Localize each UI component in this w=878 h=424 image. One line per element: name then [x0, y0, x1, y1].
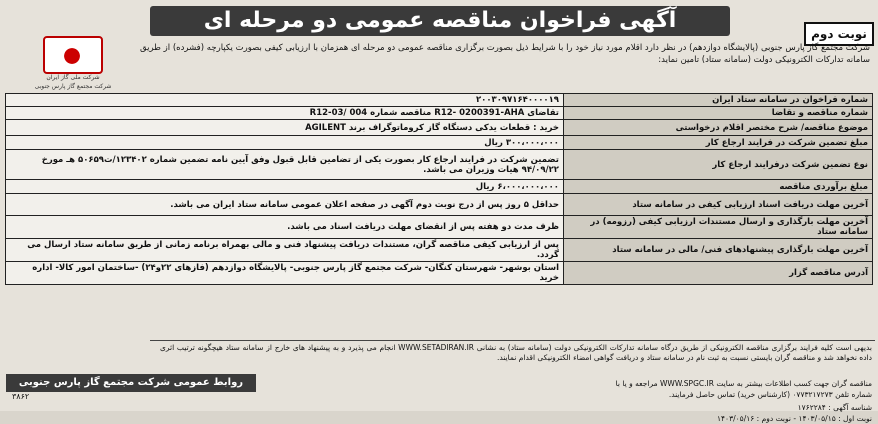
table-row	[6, 120, 873, 136]
notice-meta	[600, 378, 872, 424]
table-row	[6, 180, 873, 194]
publisher-banner: روابط عمومی شرکت مجتمع گاز پارس جنوبی	[6, 374, 256, 392]
row-label: موضوع مناقصه/ شرح مختصر اقلام درخواستی	[564, 120, 873, 136]
row-value: ۶،۰۰۰،۰۰۰،۰۰۰ ریال	[6, 180, 564, 194]
table-row	[6, 239, 873, 262]
row-label: شماره مناقصه و تقاضا	[564, 107, 873, 120]
logo-line-1: شرکت ملی گاز ایران	[46, 74, 100, 81]
tender-details-table	[5, 93, 873, 285]
table-row	[6, 136, 873, 150]
row-value: ۲۰۰۳۰۹۷۱۶۴۰۰۰۰۱۹	[6, 94, 564, 107]
row-value: خرید : قطعات یدکی دستگاه گاز کروماتوگراف برند AGILENT	[6, 120, 564, 136]
table-row	[6, 262, 873, 285]
table-row	[6, 94, 873, 107]
row-value: پس از ارزیابی کیفی مناقصه گران، مستندات دریافت پیشنهاد فنی و مالی بهمراه برنامه زمانی از طریق سامانه ستاد ارسال می گردد.	[6, 239, 564, 262]
row-value: تضمین شرکت در فرایند ارجاع کار بصورت یکی از تضامین قابل قبول وفق آیین نامه تضمین شماره ۱۲۳۴۰۲/ت۵۰۶۵۹ هـ مورخ ۹۴/۰۹/۲۲ هیات وزیران می باشد.	[6, 150, 564, 180]
intro-paragraph: شرکت مجتمع گاز پارس جنوبی (پالایشگاه دوازدهم) در نظر دارد اقلام مورد نیاز خود را با شرایط ذیل بصورت برگزاری مناقصه عمومی دو مرحله ای همزمان با ارزیابی کیفی بصورت یکپارچه (فشرده) از طریق سامانه تدارکات الکترونیکی دولت (سامانه ستاد) تامین نماید:	[140, 43, 870, 65]
flame-logo-icon	[43, 36, 103, 74]
row-label: نوع تضمین شرکت درفرایند ارجاع کار	[564, 150, 873, 180]
ad-code: ۳۸۶۲	[12, 392, 30, 401]
row-label: آخرین مهلت بارگذاری و ارسال مستندات ارزیابی کیفی (رزومه) در سامانه ستاد	[564, 216, 873, 239]
row-value: تقاضای R12- 0200391-AHA مناقصه شماره R12-03/ 004	[6, 107, 564, 120]
page-title: آگهی فراخوان مناقصه عمومی دو مرحله ای	[150, 6, 730, 36]
divider	[150, 340, 875, 341]
edition-badge: نوبت دوم	[804, 22, 874, 46]
logo-line-2: شرکت مجتمع گاز پارس جنوبی	[34, 83, 112, 90]
company-logo	[8, 36, 138, 94]
row-value: استان بوشهر- شهرستان کنگان- شرکت مجتمع گاز پارس جنوبی- پالایشگاه دوازدهم (فازهای ۲۲و۲۴) -ساختمان امور کالا- اداره خرید	[6, 262, 564, 285]
notice-dates: نوبت اول : ۱۴۰۳/۰۵/۱۵ - نوبت دوم : ۱۴۰۳/۰۵/۱۶	[717, 414, 872, 423]
row-value: حداقل ۵ روز پس از درج نوبت دوم آگهی در صفحه اعلان عمومی سامانه ستاد ایران می باشد.	[6, 194, 564, 216]
row-label: آخرین مهلت بارگذاری پیشنهادهای فنی/ مالی در سامانه ستاد	[564, 239, 873, 262]
row-value: ۳۰۰،۰۰۰،۰۰۰ ریال	[6, 136, 564, 150]
row-label: شماره فراخوان در سامانه ستاد ایران	[564, 94, 873, 107]
row-label: مبلغ تضمین شرکت در فرایند ارجاع کار	[564, 136, 873, 150]
table-row	[6, 107, 873, 120]
row-value: ظرف مدت دو هفته پس از انقضای مهلت دریافت اسناد می باشد.	[6, 216, 564, 239]
table-row	[6, 216, 873, 239]
table-row	[6, 150, 873, 180]
row-label: آدرس مناقصه گزار	[564, 262, 873, 285]
row-label: آخرین مهلت دریافت اسناد ارزیابی کیفی در سامانه ستاد	[564, 194, 873, 216]
row-label: مبلغ برآوردی مناقصه	[564, 180, 873, 194]
table-row	[6, 194, 873, 216]
contact-info: مناقصه گران جهت کسب اطلاعات بیشتر به سایت WWW.SPGC.IR مراجعه و یا با شماره تلفن ۰۷۷۳۲۱۷۲۷۳ (کارشناس خرید) تماس حاصل فرمایند.	[615, 379, 872, 399]
footnote: بدیهی است کلیه فرایند برگزاری مناقصه الکترونیکی از طریق درگاه سامانه تدارکات الکترونیکی دولت (سامانه ستاد) به نشانی WWW.SETADIRAN.IR انجام می پذیرد و به پیشنهاد های خارج از سامانه ستاد هیچگونه ترتیب اثری داده نخواهد شد و مناقصه گران بایستی نسبت به ثبت نام در سامانه ستاد و دریافت گواهی امضاء الکترونیکی اقدام نمایند.	[160, 343, 873, 362]
notice-id: شناسه آگهی : ۱۷۶۲۲۸۴	[797, 403, 872, 412]
